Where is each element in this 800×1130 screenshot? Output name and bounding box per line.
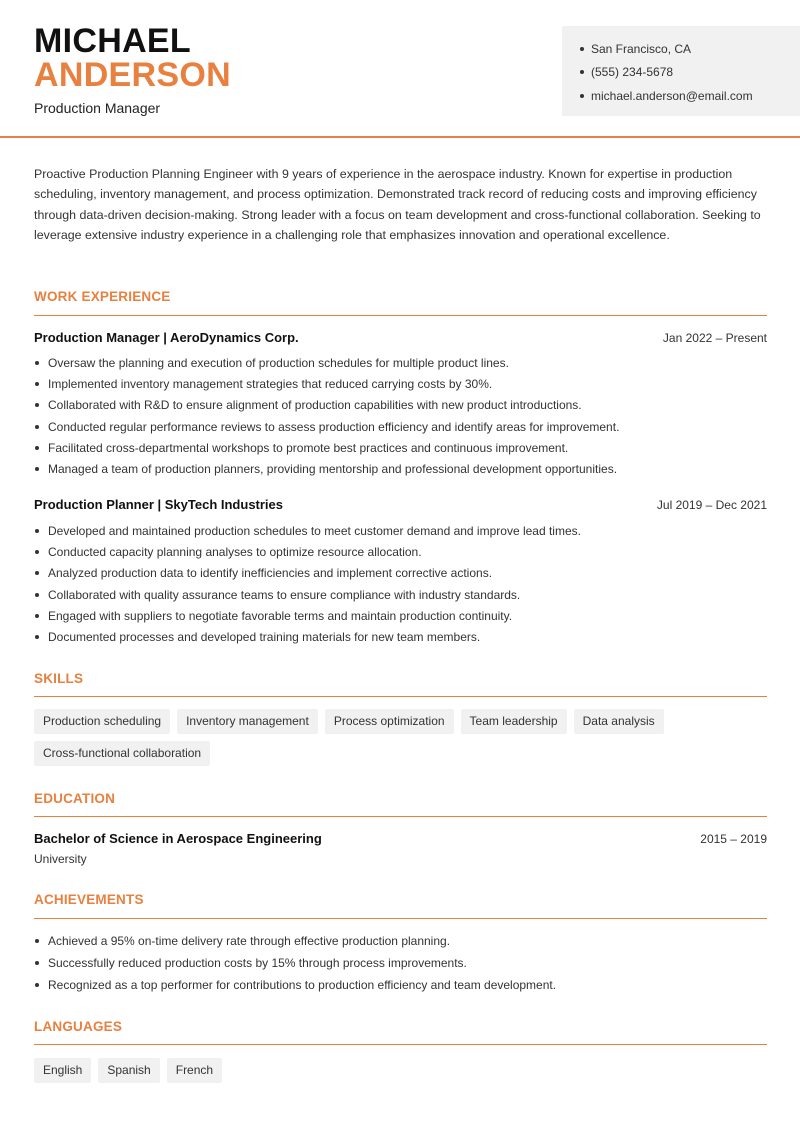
job-dates: Jan 2022 – Present bbox=[662, 331, 767, 345]
list-item-text: Analyzed production data to identify inefficiencies and implement corrective actions. bbox=[48, 566, 493, 581]
job-bullet-list bbox=[34, 522, 767, 649]
list-item bbox=[34, 586, 767, 607]
skill-chip: Team leadership bbox=[461, 709, 567, 734]
list-item-text: Collaborated with R&D to ensure alignment of production capabilities with new product introductions. bbox=[48, 398, 582, 413]
list-item-text: Achieved a 95% on-time delivery rate through effective production planning. bbox=[48, 934, 451, 948]
bullet-icon bbox=[35, 446, 39, 450]
list-item bbox=[34, 439, 767, 460]
work-experience-heading: WORK EXPERIENCE bbox=[34, 289, 171, 304]
list-item-text: Developed and maintained production schedules to meet customer demand and improve lead times. bbox=[48, 524, 581, 538]
list-item bbox=[34, 564, 767, 585]
bullet-icon bbox=[35, 529, 39, 533]
skill-chip: Production scheduling bbox=[34, 709, 170, 734]
section-divider bbox=[34, 315, 767, 316]
list-item bbox=[34, 460, 767, 481]
bullet-icon bbox=[580, 47, 584, 51]
bullet-icon bbox=[35, 467, 39, 471]
languages-list bbox=[34, 1058, 767, 1083]
first-name: MICHAEL bbox=[34, 22, 191, 60]
list-item-text: Recognized as a top performer for contributions to production efficiency and team development. bbox=[48, 978, 557, 992]
list-item-text: Documented processes and developed training materials for new team members. bbox=[48, 629, 481, 644]
list-item-text: Collaborated with quality assurance teams to ensure compliance with industry standards. bbox=[48, 587, 521, 602]
job-header bbox=[34, 497, 767, 512]
contact-email bbox=[580, 84, 800, 108]
list-item-text: Conducted regular performance reviews to assess production efficiency and identify areas for improvement. bbox=[48, 419, 620, 434]
languages-heading: LANGUAGES bbox=[34, 1019, 123, 1034]
bullet-icon bbox=[35, 593, 39, 597]
list-item-text: Successfully reduced production costs by 15% through process improvements. bbox=[48, 956, 467, 970]
job-bullet-list bbox=[34, 354, 767, 481]
contact-phone bbox=[580, 61, 800, 85]
list-item-text: Facilitated cross-departmental workshops to promote best practices and continuous improvement. bbox=[48, 440, 569, 455]
education-header bbox=[34, 831, 767, 846]
language-chip: English bbox=[34, 1058, 91, 1083]
list-item bbox=[34, 628, 767, 649]
bullet-icon bbox=[35, 983, 39, 987]
bullet-icon bbox=[35, 614, 39, 618]
bullet-icon bbox=[35, 361, 39, 365]
bullet-icon bbox=[35, 571, 39, 575]
language-chip: Spanish bbox=[98, 1058, 159, 1083]
job-header bbox=[34, 330, 767, 345]
school-name: University bbox=[34, 852, 87, 866]
bullet-icon bbox=[35, 961, 39, 965]
list-item bbox=[34, 375, 767, 396]
contact-location-text: San Francisco, CA bbox=[591, 41, 692, 56]
job-title: Production Manager bbox=[34, 100, 161, 116]
degree: Bachelor of Science in Aerospace Engineering bbox=[34, 831, 322, 846]
contact-box bbox=[562, 26, 800, 116]
skill-chip: Cross-functional collaboration bbox=[34, 741, 210, 766]
bullet-icon bbox=[580, 70, 584, 74]
last-name: ANDERSON bbox=[34, 56, 231, 94]
section-divider bbox=[34, 918, 767, 919]
language-chip: French bbox=[167, 1058, 222, 1083]
list-item bbox=[34, 543, 767, 564]
contact-location bbox=[580, 37, 800, 61]
profile-summary: Proactive Production Planning Engineer with 9 years of experience in the aerospace industry. Known for expertise in production scheduling, inventory management, and process optimization. Demonstrated track record of reducing costs and improving efficiency through data-driven decision-making. Strong leader with a focus on team development and cross-functional collaboration. Seeking to leverage extensive industry experience in a challenging role that emphasizes innovation and operational excellence. bbox=[34, 167, 761, 243]
achievements-heading: ACHIEVEMENTS bbox=[34, 892, 144, 907]
list-item bbox=[34, 607, 767, 628]
bullet-icon bbox=[580, 94, 584, 98]
job-role: Production Planner | SkyTech Industries bbox=[34, 497, 284, 512]
list-item bbox=[34, 418, 767, 439]
education-heading: EDUCATION bbox=[34, 791, 116, 806]
bullet-icon bbox=[35, 425, 39, 429]
job-dates: Jul 2019 – Dec 2021 bbox=[656, 498, 767, 512]
bullet-icon bbox=[35, 550, 39, 554]
list-item bbox=[34, 976, 767, 998]
education-dates: 2015 – 2019 bbox=[700, 832, 767, 846]
contact-phone-text: (555) 234-5678 bbox=[591, 65, 674, 80]
bullet-icon bbox=[35, 382, 39, 386]
list-item bbox=[34, 954, 767, 976]
skill-chip: Process optimization bbox=[325, 709, 454, 734]
resume-header bbox=[0, 0, 800, 138]
bullet-icon bbox=[35, 939, 39, 943]
achievements-list bbox=[34, 932, 767, 998]
job-role: Production Manager | AeroDynamics Corp. bbox=[34, 330, 299, 345]
list-item-text: Engaged with suppliers to negotiate favorable terms and maintain production continuity. bbox=[48, 608, 513, 623]
section-divider bbox=[34, 696, 767, 697]
list-item-text: Implemented inventory management strategies that reduced carrying costs by 30%. bbox=[48, 377, 493, 392]
list-item bbox=[34, 396, 767, 417]
bullet-icon bbox=[35, 403, 39, 407]
list-item-text: Managed a team of production planners, providing mentorship and professional development opportunities. bbox=[48, 461, 618, 476]
section-divider bbox=[34, 816, 767, 817]
contact-email-text: michael.anderson@email.com bbox=[591, 88, 753, 103]
bullet-icon bbox=[35, 635, 39, 639]
section-divider bbox=[34, 1044, 767, 1045]
list-item bbox=[34, 354, 767, 375]
list-item-text: Conducted capacity planning analyses to optimize resource allocation. bbox=[48, 545, 422, 560]
skill-chip: Data analysis bbox=[574, 709, 664, 734]
list-item bbox=[34, 932, 767, 954]
skill-chip: Inventory management bbox=[177, 709, 318, 734]
skills-heading: SKILLS bbox=[34, 671, 84, 686]
list-item bbox=[34, 522, 767, 543]
skills-list bbox=[34, 709, 767, 766]
list-item-text: Oversaw the planning and execution of production schedules for multiple product lines. bbox=[48, 356, 509, 370]
